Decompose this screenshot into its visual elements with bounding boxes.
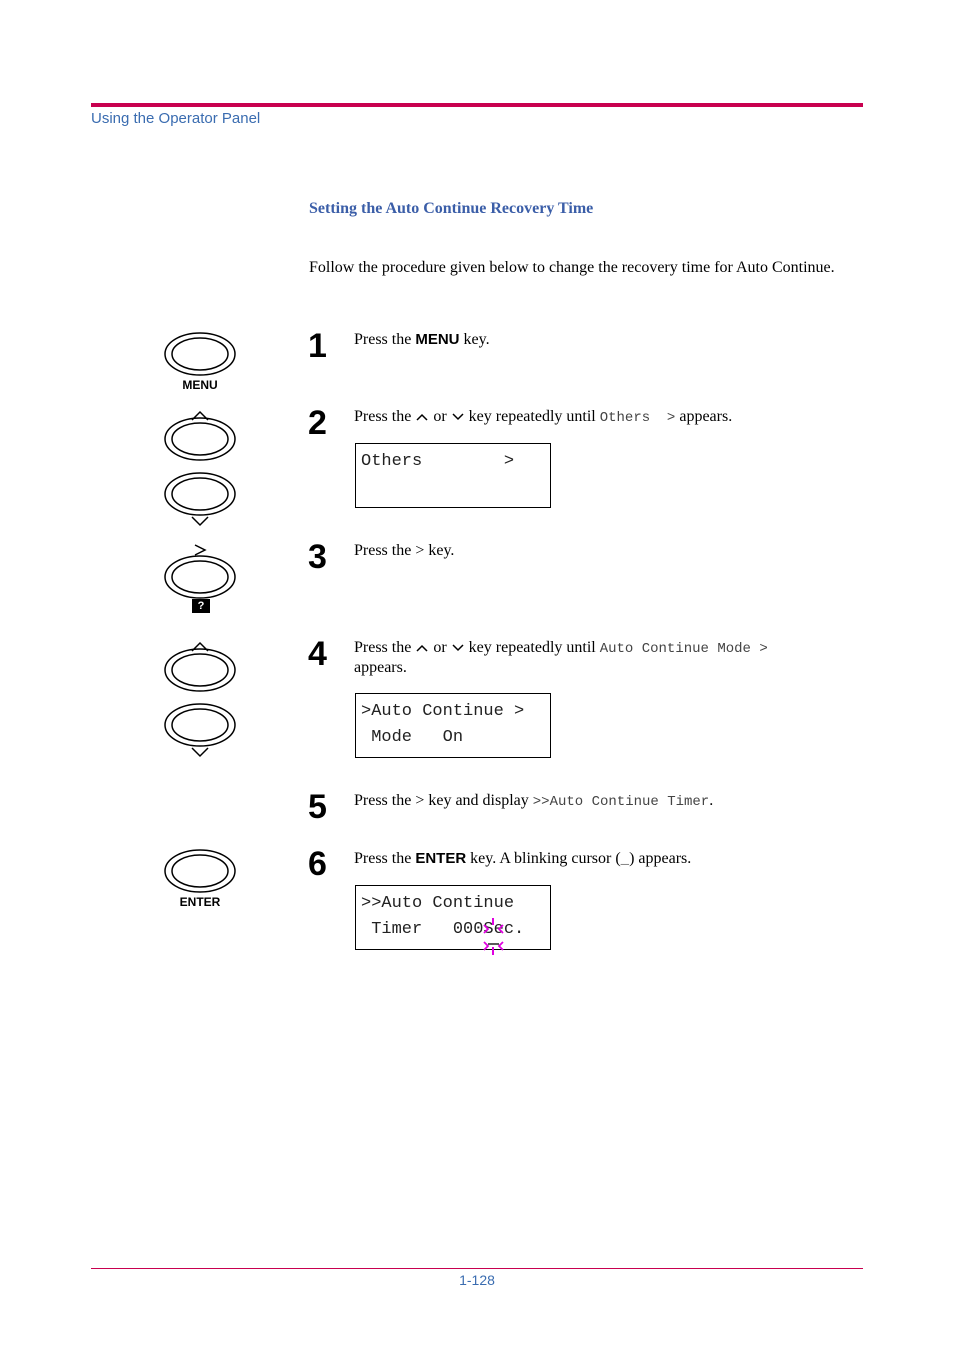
step-number: 3: [308, 538, 327, 576]
up-arrow-icon: [415, 412, 429, 422]
menu-key-label: MENU: [182, 378, 218, 392]
up-key-icon: [160, 405, 240, 463]
header-rule: [91, 103, 863, 107]
menu-code: >>Auto Continue Timer: [532, 794, 710, 810]
lcd-line-2: Timer 000Sec.: [361, 920, 525, 939]
step-2-text: Press the or key repeatedly until Others > appears.: [354, 408, 733, 426]
step-number: 1: [308, 327, 327, 365]
down-arrow-icon: [451, 643, 465, 653]
right-key-icon: [160, 540, 240, 600]
running-head: Using the Operator Panel: [91, 110, 261, 127]
menu-key-icon: [160, 330, 240, 380]
step-number: 2: [308, 404, 327, 442]
up-arrow-icon: [415, 643, 429, 653]
footer-rule: [91, 1268, 863, 1269]
step-number: 4: [308, 635, 327, 673]
lcd-display-others: [355, 443, 551, 508]
menu-code: Others >: [599, 410, 676, 426]
menu-key-name: MENU: [415, 331, 460, 348]
lcd-display-auto-continue-mode: [355, 693, 551, 758]
page-number: 1-128: [459, 1272, 495, 1288]
enter-key-name: ENTER: [415, 850, 467, 867]
step-number: 6: [308, 845, 327, 883]
down-arrow-icon: [451, 412, 465, 422]
step-number: 5: [308, 788, 327, 826]
enter-key-label: ENTER: [179, 895, 221, 909]
down-key-icon: [160, 470, 240, 530]
intro-paragraph: Follow the procedure given below to change the recovery time for Auto Continue.: [309, 259, 835, 276]
lcd-line-2: Mode On: [361, 728, 464, 747]
up-key-icon: [160, 636, 240, 694]
enter-key-icon: [160, 847, 240, 897]
menu-code: Auto Continue Mode >: [599, 641, 768, 657]
step-5-text: Press the > key and display >>Auto Continue Timer.: [354, 792, 714, 810]
step-1-text: Press the MENU key.: [354, 331, 490, 348]
lcd-line-1: >>Auto Continue: [361, 894, 515, 913]
lcd-line-1: >Auto Continue >: [361, 702, 525, 721]
blinking-cursor-icon: [478, 915, 510, 959]
step-4-text: Press the or key repeatedly until Auto Continue Mode >: [354, 639, 768, 657]
step-3-text: Press the > key.: [354, 542, 455, 559]
lcd-display-auto-continue-timer: [355, 885, 551, 950]
help-badge: ?: [192, 599, 210, 613]
step-4-text-cont: appears.: [354, 659, 407, 676]
down-key-icon: [160, 701, 240, 761]
section-title: Setting the Auto Continue Recovery Time: [309, 200, 594, 217]
cursor-symbol: _: [620, 852, 630, 868]
lcd-line-1: Others >: [361, 452, 515, 471]
step-6-text: Press the ENTER key. A blinking cursor (_) appears.: [354, 850, 692, 868]
